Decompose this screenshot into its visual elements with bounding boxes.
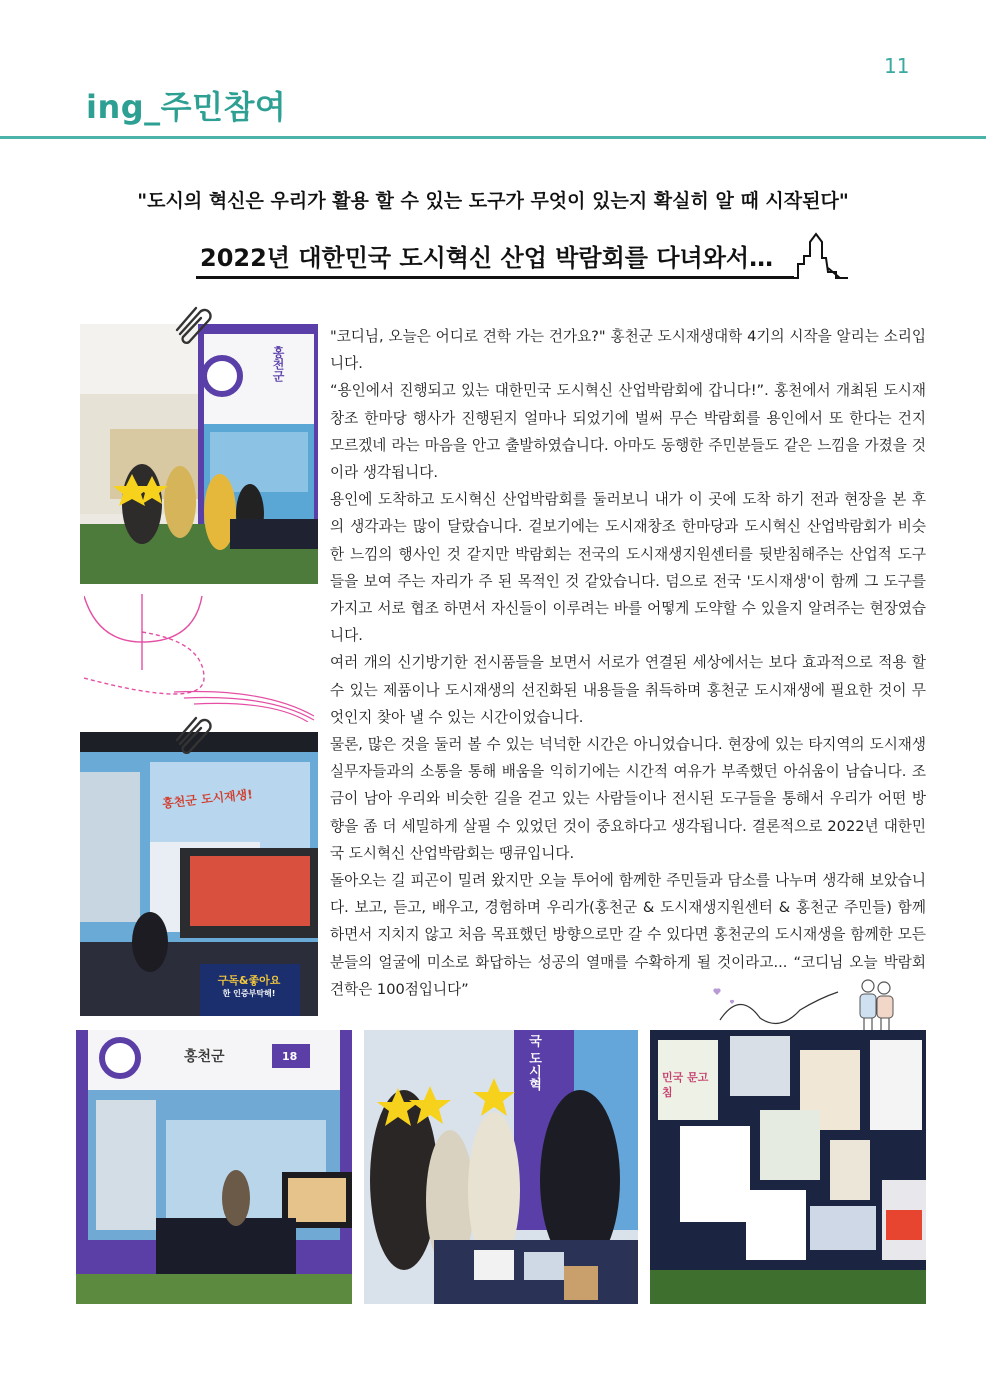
article-body <box>330 323 926 1003</box>
booth-sign-label: 홍천군 <box>184 1049 225 1065</box>
article-quote: "도시의 혁신은 우리가 활용 할 수 있는 도구가 무엇이 있는지 확실히 알 때 시작된다" <box>137 190 849 212</box>
article-paragraph: “용인에서 진행되고 있는 대한민국 도시혁신 산업박람회에 갑니다!”. 홍천에서 개최된 도시재창조 한마당 행사가 진행된지 얼마나 되었기에 벌써 무슨 박람회를 용인에서 또 한다는 건지 모르겠네 라는 마음을 안고 출발하였습니다. 아마도 동행한 주민분들도 같은 느낌을 가졌을 것이라 생각됩니다. <box>330 382 926 482</box>
photo-booth-banner <box>80 732 318 1016</box>
header-rule <box>0 136 986 139</box>
headline-underline <box>196 276 794 279</box>
booth-sign-label: 홍천군 <box>271 346 285 382</box>
article-paragraph: 여러 개의 신기방기한 전시품들을 보면서 서로가 연결된 세상에서는 보다 효과적으로 적용 할 수 있는 제품이나 도시재생의 선진화된 내용들을 취득하며 홍천군 도시재생에 필요한 것이 무엇인지 찾아 낼 수 있는 시간이었습니다. <box>330 654 926 726</box>
paperclip-icon <box>172 712 216 756</box>
section-title: ing_주민참여 <box>86 88 287 126</box>
page-number: 11 <box>884 54 910 78</box>
article-headline: 2022년 대한민국 도시혁신 산업 박람회를 다녀와서… <box>200 244 774 272</box>
book-title-label: 민국 문고침 <box>662 1071 709 1099</box>
heart-doodle-icon <box>700 970 910 1036</box>
photo-visitors-table <box>364 1030 638 1304</box>
expo-vertical-sign: 국 도시혁 <box>526 1034 541 1091</box>
decorative-swirl <box>84 592 320 722</box>
article-paragraph: 용인에 도착하고 도시혁신 산업박람회를 둘러보니 내가 이 곳에 도착 하기 전과 현장을 본 후의 생각과는 많이 달랐습니다. 겉보기에는 도시재창조 한마당과 도시혁신 산업박람회가 비슷한 느낌의 행사인 것 같지만 박람회는 전국의 도시재생지원센터를 뒷받침해주는 산업적 도구들을 보여 주는 자리가 주 된 목적인 것 같았습니다. 덤으로 전국 '도시재생'이 함께 그 도구를 가지고 서로 협조 하면서 자신들이 이루려는 바를 어떻게 도약할 수 있을지 알려주는 현장였습니다. <box>330 491 926 645</box>
subscribe-sign-sub: 한 인증부탁해! <box>222 989 276 998</box>
article-paragraph: 돌아오는 길 피곤이 밀려 왔지만 오늘 투어에 함께한 주민들과 담소를 나누며 생각해 보았습니다. 보고, 듣고, 배우고, 경험하며 우리가(홍천군 & 도시재생지원센터 & 홍천군 주민들) 함께하면서 지치지 않고 처음 목표했던 방향으로만 갈 수 있다면 홍천군의 도시재생을 함께한 모든 분들의 얼굴에 미소로 화답하는 성공의 열매를 수확하게 될 것이라고... “코디님 오늘 박람회 견학은 100점입니다” <box>330 872 926 998</box>
paperclip-icon <box>172 302 216 346</box>
house-outline-icon <box>788 228 850 280</box>
photo-brochures <box>650 1030 926 1304</box>
article-paragraph: "코디님, 오늘은 어디로 견학 가는 건가요?" 홍천군 도시재생대학 4기의 시작을 알리는 소리입니다. <box>330 328 926 373</box>
banner-text: 홍천군 도시재생! <box>161 787 254 811</box>
booth-number-label: 18 <box>282 1050 298 1063</box>
subscribe-sign-title: 구독&좋아요 <box>217 974 281 987</box>
subscribe-sign <box>204 972 294 999</box>
photo-booth-front <box>76 1030 352 1304</box>
photo-booth-entrance <box>80 324 318 584</box>
article-paragraph: 물론, 많은 것을 둘러 볼 수 있는 넉넉한 시간은 아니었습니다. 현장에 있는 타지역의 도시재생 실무자들과의 소통을 통해 배움을 익히기에는 시간적 여유가 부족했던 아쉬움이 남습니다. 조금이 남아 우리와 비슷한 길을 걷고 있는 사람들이나 전시된 도구들을 통해서 우리가 어떤 방향을 좀 더 세밀하게 살필 수 있었던 것이 중요하다고 생각됩니다. 결론적으로 2022년 대한민국 도시혁신 산업박람회는 땡큐입니다. <box>330 736 926 862</box>
